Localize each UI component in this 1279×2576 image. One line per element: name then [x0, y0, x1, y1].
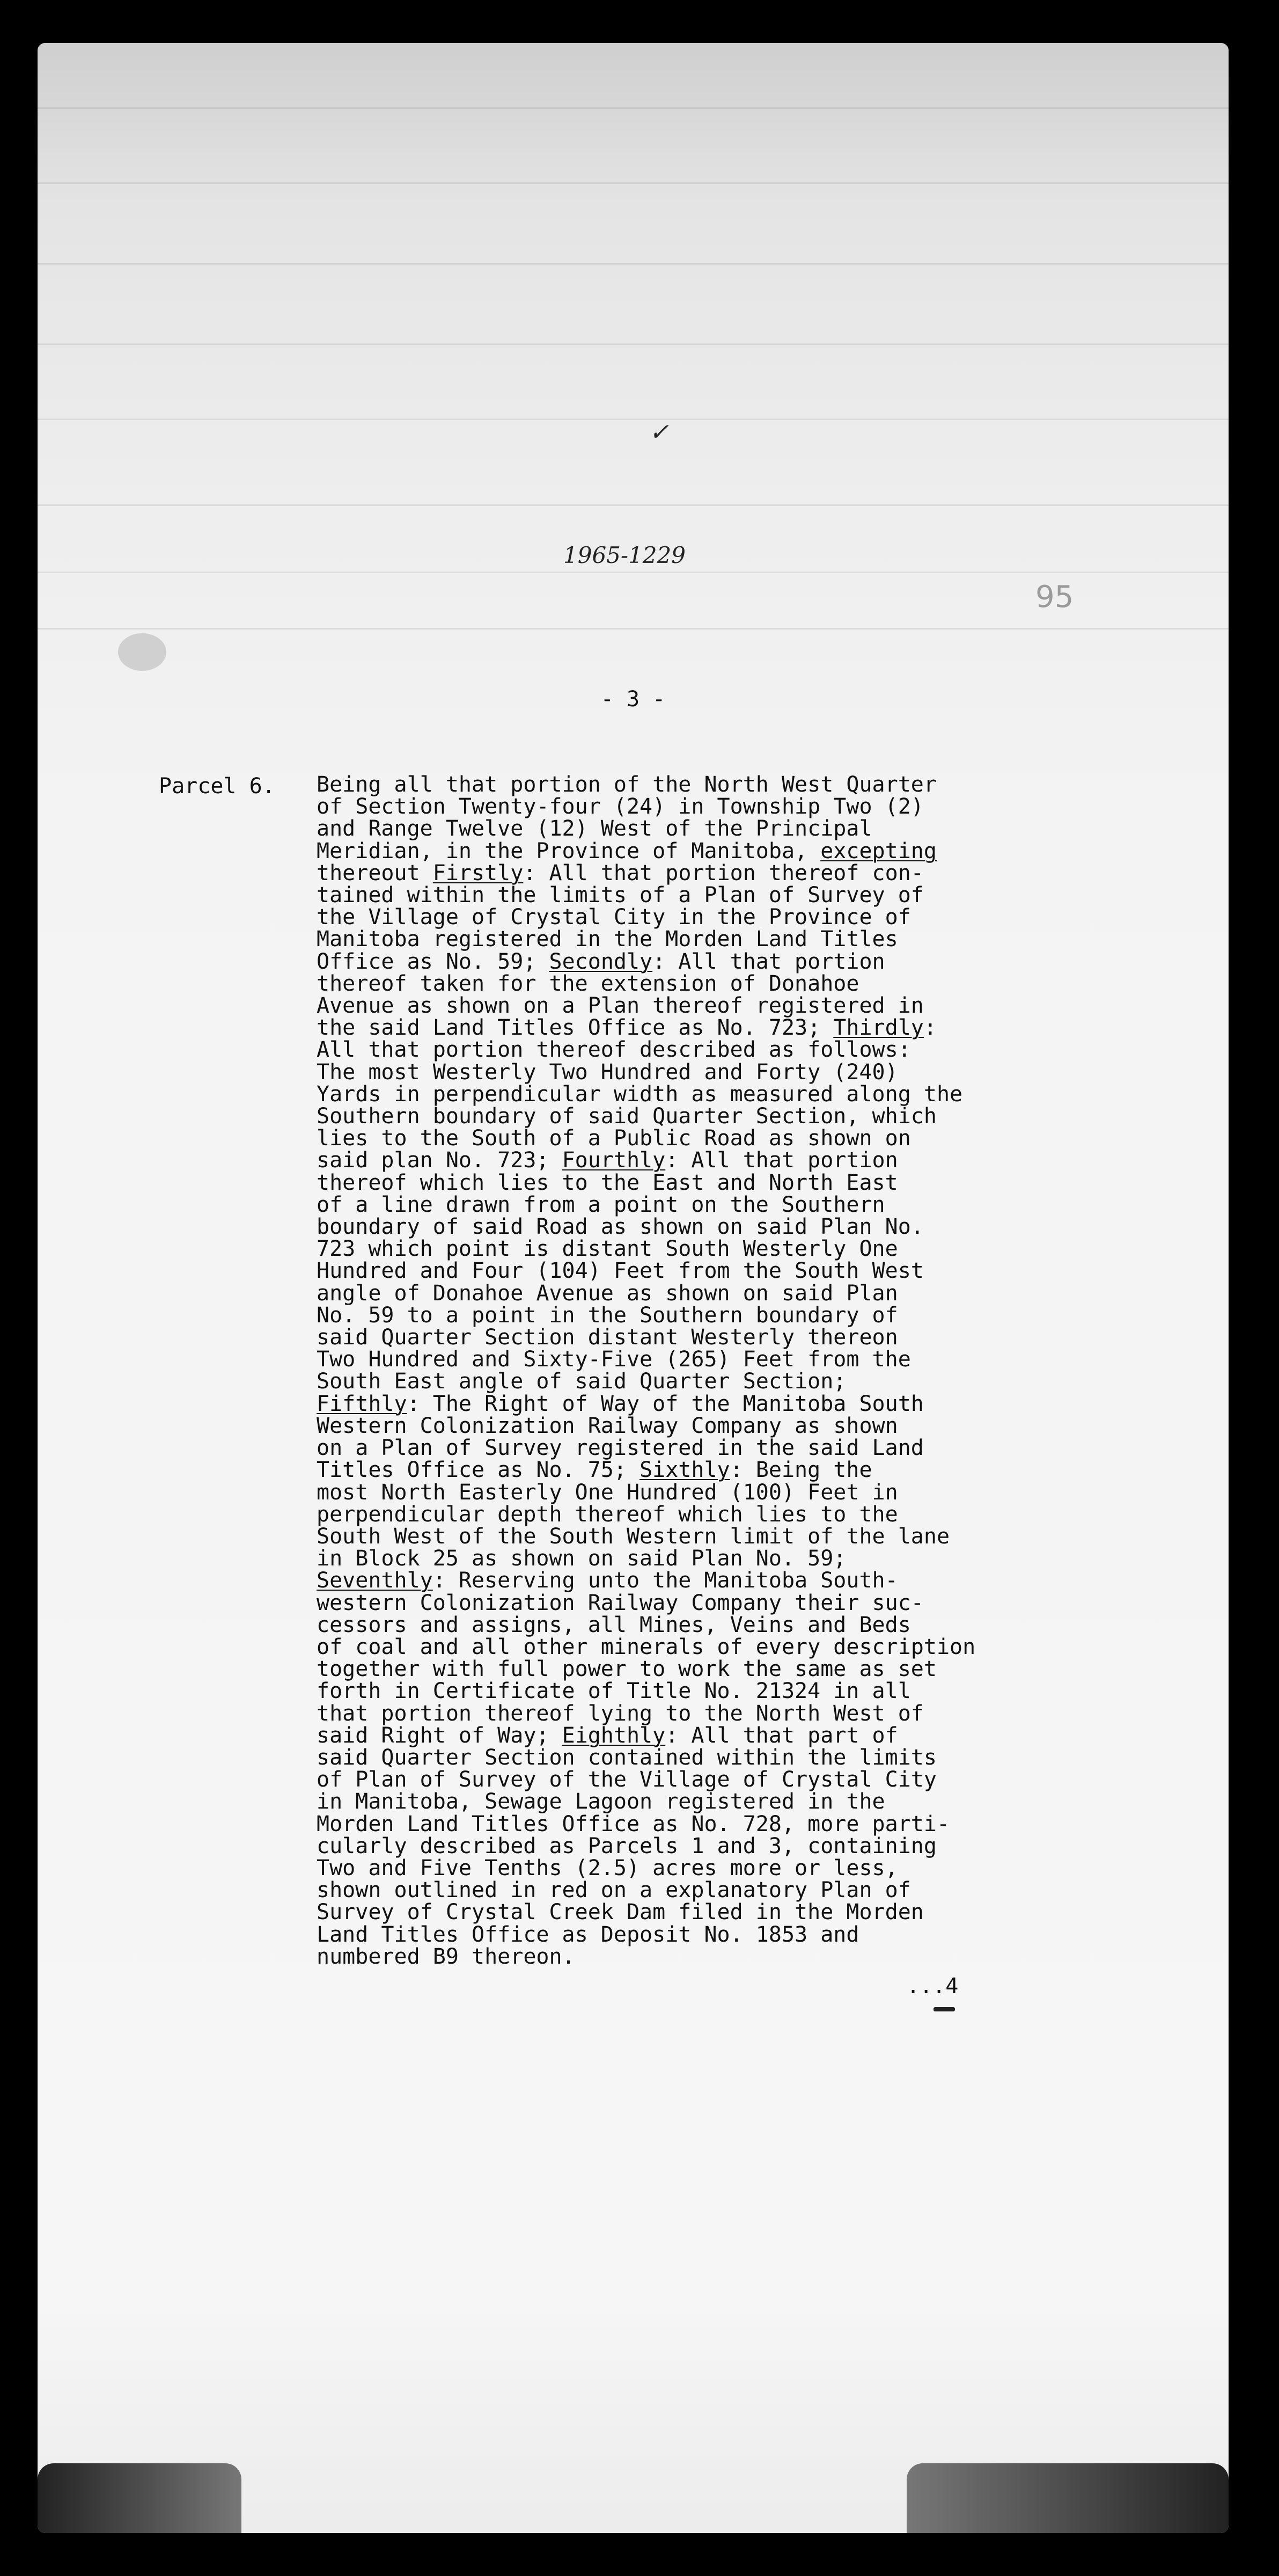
text-line — [317, 928, 1175, 950]
underlined-heading: Eighthly — [562, 1723, 666, 1748]
bottom-left-edge — [38, 2463, 241, 2533]
underlined-heading: excepting — [820, 838, 937, 863]
text-segment: No. 59 to a point in the Southern boundary of — [317, 1302, 898, 1328]
punch-hole-mark — [118, 633, 166, 671]
text-segment: Office as No. 59; — [317, 949, 549, 974]
underlined-heading: Thirdly — [833, 1015, 924, 1041]
text-segment: South West of the South Western limit of the lane — [317, 1524, 950, 1549]
text-segment: 723 which point is distant South Westerly One — [317, 1236, 898, 1262]
text-line — [317, 1592, 1175, 1614]
text-segment: : All that portion — [665, 1148, 898, 1173]
text-line — [317, 1327, 1175, 1349]
text-segment: All that portion thereof described as follows: — [317, 1037, 911, 1063]
text-line — [317, 1260, 1175, 1282]
text-segment: thereof taken for the extension of Donahoe — [317, 971, 859, 996]
text-line — [317, 1857, 1175, 1879]
scan-mark — [933, 2007, 955, 2011]
text-line — [317, 1614, 1175, 1636]
text-segment: in Block 25 as shown on said Plan No. 59; — [317, 1546, 847, 1571]
underlined-heading: Firstly — [432, 860, 524, 885]
text-segment: in Manitoba, Sewage Lagoon registered in the — [317, 1789, 885, 1814]
text-line — [317, 1280, 1175, 1306]
text-line — [317, 1680, 1175, 1702]
text-segment: Meridian, in the Province of Manitoba, — [317, 838, 821, 863]
text-line — [317, 1570, 1175, 1592]
text-line — [317, 1901, 1175, 1923]
text-line — [317, 1835, 1175, 1857]
text-segment: said Quarter Section distant Westerly thereon — [317, 1325, 898, 1350]
text-line — [317, 1081, 1175, 1107]
text-segment: Southern boundary of said Quarter Section, which — [317, 1104, 937, 1129]
text-segment: Two Hundred and Sixty-Five (265) Feet from the — [317, 1347, 911, 1372]
text-segment: the said Land Titles Office as No. 723; — [317, 1015, 834, 1041]
text-line — [317, 1879, 1175, 1901]
text-line — [317, 1791, 1175, 1813]
text-segment: South East angle of said Quarter Section; — [317, 1369, 847, 1394]
text-segment: Survey of Crystal Creek Dam filed in the Morden — [317, 1900, 924, 1925]
text-line — [317, 1371, 1175, 1393]
text-line — [317, 1482, 1175, 1504]
handwritten-reference: 1965-1229 — [563, 542, 686, 568]
underlined-heading: Secondly — [549, 949, 653, 974]
text-line — [317, 1150, 1175, 1172]
faint-stamp-number: 95 — [1035, 580, 1074, 614]
text-segment: said Quarter Section contained within the limits — [317, 1745, 937, 1770]
text-line — [317, 1128, 1175, 1150]
text-line — [317, 995, 1175, 1017]
page-number: - 3 - — [600, 687, 666, 712]
document-page — [38, 43, 1229, 2533]
legal-description — [317, 774, 1175, 1968]
bottom-right-edge — [907, 2463, 1229, 2533]
text-line — [317, 1813, 1175, 1835]
text-line — [317, 1946, 1175, 1968]
text-segment: together with full power to work the same as set — [317, 1657, 937, 1682]
text-line — [317, 1725, 1175, 1747]
text-segment: lies to the South of a Public Road as shown on — [317, 1126, 911, 1151]
text-line — [317, 1059, 1175, 1085]
text-line — [317, 1216, 1175, 1238]
text-line — [317, 774, 1175, 796]
underlined-heading: Seventhly — [317, 1568, 433, 1593]
text-segment: Western Colonization Railway Company as shown — [317, 1413, 898, 1438]
text-segment: Two and Five Tenths (2.5) acres more or less, — [317, 1855, 898, 1880]
text-line — [317, 1658, 1175, 1680]
text-segment: cessors and assigns, all Mines, Veins and Beds — [317, 1612, 911, 1637]
text-line — [317, 1437, 1175, 1459]
text-segment: thereout — [317, 860, 433, 885]
text-segment: Yards in perpendicular width as measured along the — [317, 1081, 963, 1107]
text-line — [317, 1106, 1175, 1128]
parcel-label: Parcel 6. — [159, 774, 275, 799]
text-segment: cularly described as Parcels 1 and 3, containing — [317, 1833, 937, 1858]
underlined-heading: Sixthly — [640, 1458, 730, 1483]
text-segment: Titles Office as No. 75; — [317, 1458, 640, 1483]
text-segment: said plan No. 723; — [317, 1148, 562, 1173]
text-line — [317, 1194, 1175, 1216]
text-line — [317, 1017, 1175, 1039]
text-segment: western Colonization Railway Company their suc- — [317, 1590, 924, 1615]
text-line — [317, 884, 1175, 906]
text-segment: : The Right of Way of the Manitoba South — [407, 1391, 924, 1416]
text-line — [317, 1747, 1175, 1769]
text-line — [317, 1349, 1175, 1371]
text-line — [317, 1548, 1175, 1570]
text-line — [317, 906, 1175, 928]
text-segment: said Right of Way; — [317, 1723, 562, 1748]
text-line — [317, 1636, 1175, 1658]
text-segment: The most Westerly Two Hundred and Forty (240) — [317, 1059, 898, 1085]
text-line — [317, 1459, 1175, 1481]
text-line — [317, 973, 1175, 995]
text-line — [317, 1504, 1175, 1526]
text-segment: of Section Twenty-four (24) in Township Two (2) — [317, 794, 924, 819]
text-segment: Land Titles Office as Deposit No. 1853 and — [317, 1922, 859, 1947]
text-segment: the Village of Crystal City in the Province of — [317, 905, 911, 930]
text-line — [317, 1924, 1175, 1946]
text-line — [317, 1039, 1175, 1061]
text-segment: that portion thereof lying to the North West of — [317, 1701, 924, 1726]
text-segment: tained within the limits of a Plan of Survey of — [317, 883, 924, 908]
text-line — [317, 1238, 1175, 1260]
text-segment: Manitoba registered in the Morden Land Titles — [317, 927, 898, 952]
underlined-heading: Fourthly — [562, 1148, 666, 1173]
text-line — [317, 1703, 1175, 1725]
text-segment: most North Easterly One Hundred (100) Feet in — [317, 1480, 898, 1505]
text-line — [317, 1415, 1175, 1437]
text-line — [317, 796, 1175, 818]
text-line — [317, 1172, 1175, 1194]
text-line — [317, 840, 1175, 862]
text-segment: Morden Land Titles Office as No. 728, more parti- — [317, 1811, 950, 1836]
text-segment: : Being the — [730, 1458, 872, 1483]
text-line — [317, 818, 1175, 840]
text-line — [317, 951, 1175, 973]
text-line — [317, 1302, 1175, 1328]
text-segment: Hundred and Four (104) Feet from the South West — [317, 1258, 924, 1284]
text-line — [317, 862, 1175, 884]
text-segment: Being all that portion of the North West Quarter — [317, 772, 937, 797]
text-line — [317, 1526, 1175, 1548]
text-segment: angle of Donahoe Avenue as shown on said Plan — [317, 1280, 898, 1306]
text-line — [317, 1769, 1175, 1791]
text-segment: : Reserving unto the Manitoba South- — [432, 1568, 898, 1593]
checkmark-mark: ✓ — [649, 419, 669, 446]
text-segment: forth in Certificate of Title No. 21324 in all — [317, 1679, 911, 1704]
text-segment: shown outlined in red on a explanatory Plan of — [317, 1878, 911, 1903]
text-segment: : All that portion thereof con- — [523, 860, 924, 885]
text-segment: : All that portion — [652, 949, 885, 974]
text-segment: of coal and all other minerals of every description — [317, 1634, 976, 1659]
text-segment: thereof which lies to the East and North East — [317, 1170, 898, 1195]
text-line — [317, 1393, 1175, 1415]
text-segment: of a line drawn from a point on the Southern — [317, 1192, 885, 1217]
text-segment: and Range Twelve (12) West of the Principal — [317, 816, 872, 841]
text-segment: on a Plan of Survey registered in the said Land — [317, 1436, 924, 1461]
text-segment: boundary of said Road as shown on said Plan No. — [317, 1214, 924, 1240]
text-segment: numbered B9 thereon. — [317, 1944, 575, 1969]
text-segment: Avenue as shown on a Plan thereof registered in — [317, 993, 924, 1019]
text-segment: of Plan of Survey of the Village of Crystal City — [317, 1767, 937, 1792]
text-segment: perpendicular depth thereof which lies to the — [317, 1502, 898, 1527]
continuation-marker: ...4 — [907, 1974, 959, 1999]
underlined-heading: Fifthly — [317, 1391, 407, 1416]
text-segment: : All that part of — [665, 1723, 898, 1748]
text-segment: : — [923, 1015, 937, 1041]
